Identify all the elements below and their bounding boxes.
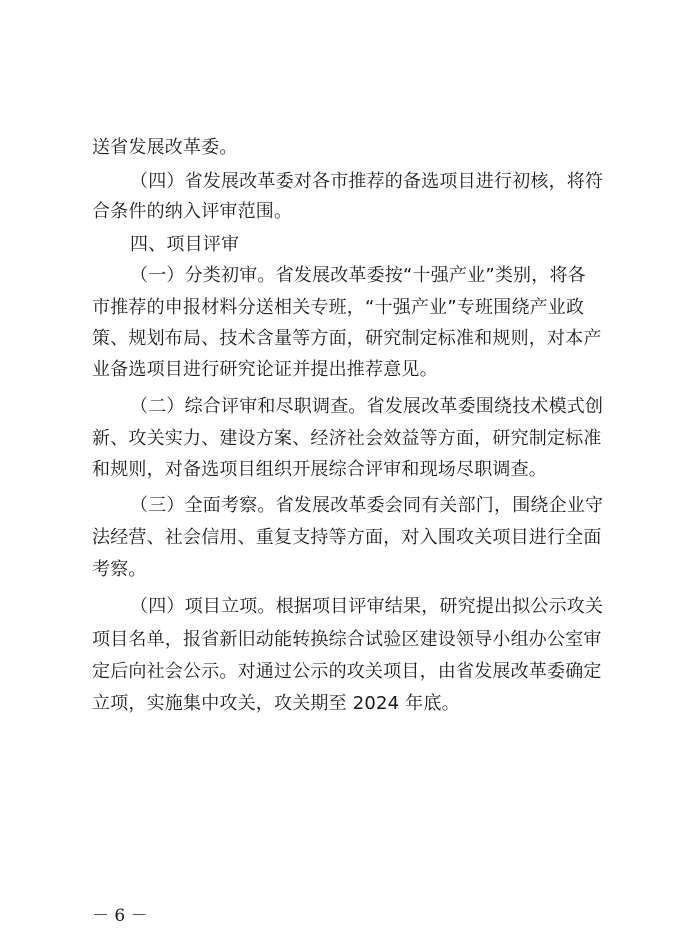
text-line: 新、攻关实力、建设方案、经济社会效益等方面，研究制定标准 (92, 428, 602, 449)
page-number: － 6 － (92, 906, 148, 926)
text-line: （三）全面考察。省发展改革委会同有关部门，围绕企业守 (130, 495, 604, 516)
text-line: 考察。 (92, 559, 147, 580)
text-line: 业备选项目进行研究论证并提出推荐意见。 (92, 359, 438, 380)
text-line: （四）省发展改革委对各市推荐的备选项目进行初核，将符 (130, 171, 604, 192)
text-line: 策、规划布局、技术含量等方面，研究制定标准和规则，对本产 (92, 328, 602, 349)
text-line: 市推荐的申报材料分送相关专班，“十强产业”专班围绕产业政 (92, 297, 585, 318)
text-line: （二）综合评审和尽职调查。省发展改革委围绕技术模式创 (130, 396, 604, 417)
text-line: 定后向社会公示。对通过公示的攻关项目，由省发展改革委确定 (92, 661, 602, 682)
text-line: 和规则，对备选项目组织开展综合评审和现场尽职调查。 (92, 459, 547, 480)
text-line: 立项，实施集中攻关，攻关期至 2024 年底。 (92, 693, 460, 714)
text-line: 送省发展改革委。 (92, 137, 238, 158)
text-line: （四）项目立项。根据项目评审结果，研究提出拟公示攻关 (130, 596, 604, 617)
text-line: 合条件的纳入评审范围。 (92, 201, 293, 222)
text-line: （一）分类初审。省发展改革委按“十强产业”类别，将各 (130, 265, 586, 286)
text-line: 法经营、社会信用、重复支持等方面，对入围攻关项目进行全面 (92, 527, 602, 548)
text-line: 项目名单，报省新旧动能转换综合试验区建设领导小组办公室审 (92, 629, 602, 650)
section-heading: 四、项目评审 (130, 234, 240, 255)
